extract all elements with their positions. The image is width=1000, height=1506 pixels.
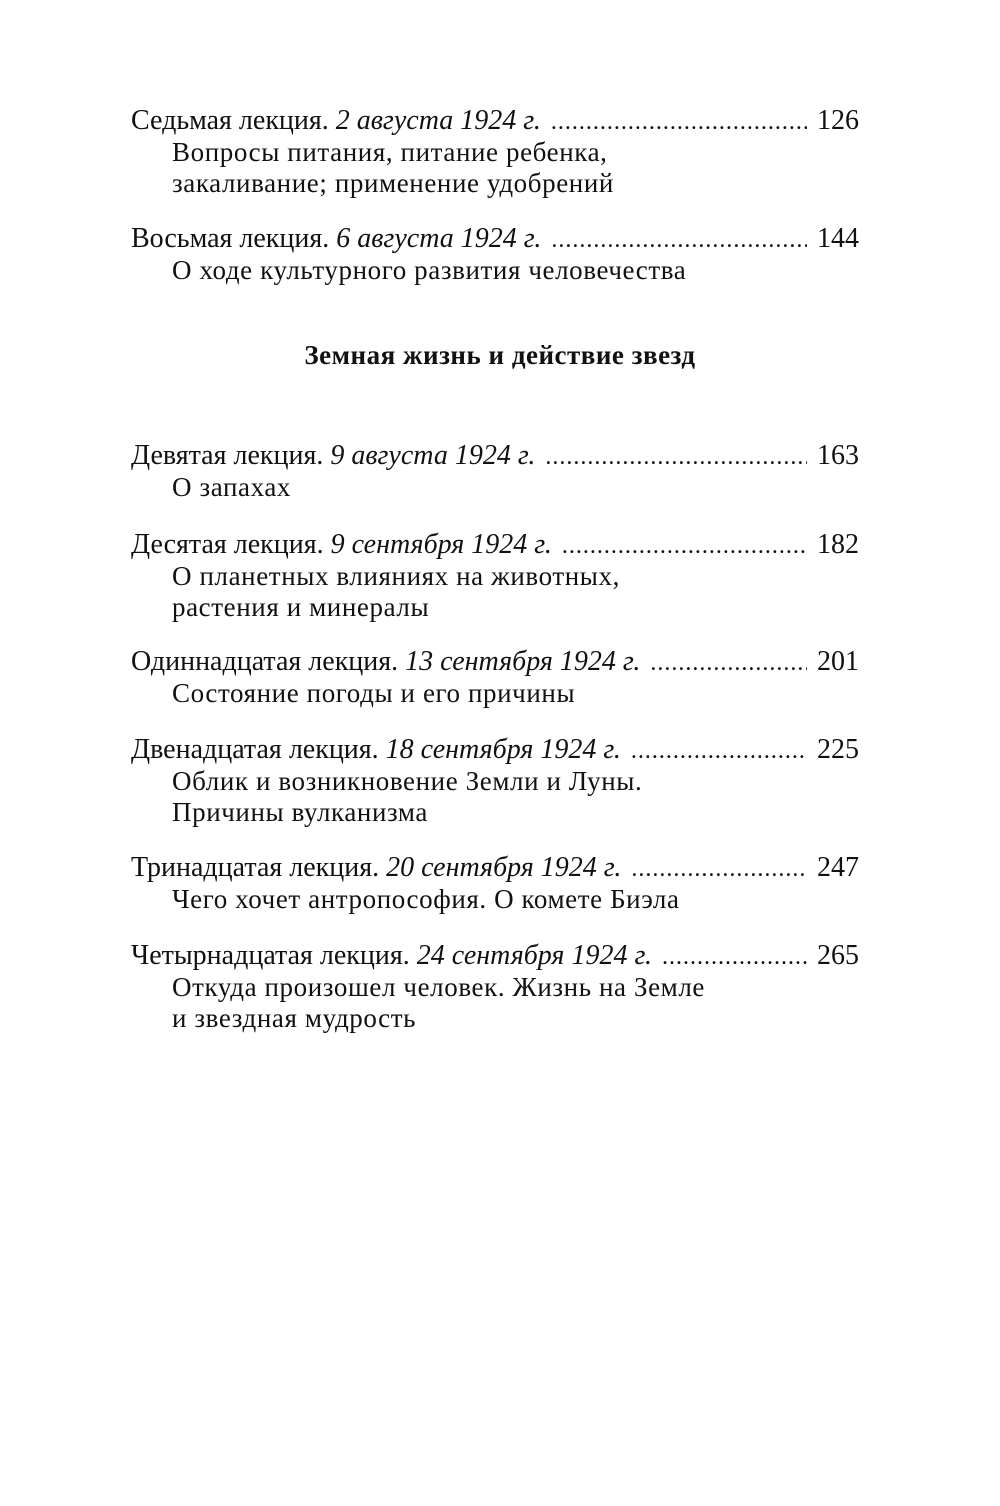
subtitle-line: Откуда произошел человек. Жизнь на Земле [172,972,705,1002]
lecture-date: 2 августа 1924 г. [335,105,541,136]
toc-entry-line [131,224,859,255]
lecture-date: 18 сентября 1924 г. [385,734,621,765]
toc-entry-lecture-10[interactable] [131,530,859,623]
toc-entry-lecture-14[interactable] [131,941,859,1034]
toc-entry-lecture-13[interactable] [131,853,859,915]
subtitle-line: О ходе культурного развития человечества [172,255,687,285]
lecture-label: Десятая лекция. [131,529,324,560]
toc-entry-lecture-12[interactable] [131,735,859,828]
subtitle-line: Состояние погоды и его причины [172,678,576,708]
lecture-label: Восьмая лекция. [131,223,330,254]
page-number: 265 [817,940,859,971]
lecture-subtitle [172,255,859,286]
page-number: 163 [817,440,859,471]
toc-entry-lecture-7[interactable] [131,106,859,199]
toc-entry-lecture-11[interactable] [131,647,859,709]
page-number: 126 [817,105,859,136]
dot-leader [545,442,807,472]
page-number: 182 [817,529,859,560]
lecture-label: Седьмая лекция. [131,105,329,136]
dot-leader [631,736,807,766]
page-number: 247 [817,852,859,883]
subtitle-line: закаливание; применение удобрений [172,168,614,198]
subtitle-line: О запахах [172,472,292,502]
lecture-subtitle [172,137,859,199]
lecture-subtitle [172,678,859,709]
toc-entry-line [131,853,859,884]
toc-entry-line [131,106,859,137]
page-number: 225 [817,734,859,765]
subtitle-line: О планетных влияниях на животных, [172,561,620,591]
page-number: 201 [817,646,859,677]
subtitle-line: Облик и возникновение Земли и Луны. [172,766,643,796]
dot-leader [551,107,807,137]
toc-entry-line [131,530,859,561]
toc-entry-line [131,941,859,972]
lecture-label: Двенадцатая лекция. [131,734,379,765]
lecture-subtitle [172,472,859,503]
dot-leader [551,225,807,255]
dot-leader [650,648,807,678]
subtitle-line: Чего хочет антропософия. О комете Биэла [172,884,680,914]
lecture-label: Девятая лекция. [131,440,324,471]
subtitle-line: растения и минералы [172,592,430,622]
subtitle-line: и звездная мудрость [172,1003,417,1033]
toc-entry-lecture-9[interactable] [131,441,859,503]
lecture-date: 24 сентября 1924 г. [416,940,653,971]
toc-entry-line [131,441,859,472]
dot-leader [662,942,807,972]
lecture-subtitle [172,972,859,1034]
lecture-date: 9 августа 1924 г. [330,440,536,471]
lecture-subtitle [172,884,859,915]
section-heading: Земная жизнь и действие звезд [304,340,696,370]
page-number: 144 [817,223,859,254]
lecture-date: 6 августа 1924 г. [336,223,542,254]
subtitle-line: Причины вулканизма [172,797,428,827]
lecture-subtitle [172,766,859,828]
lecture-label: Одиннадцатая лекция. [131,646,399,677]
toc-entry-line [131,735,859,766]
toc-entry-line [131,647,859,678]
lecture-date: 20 сентября 1924 г. [386,852,622,883]
lecture-date: 13 сентября 1924 г. [405,646,641,677]
subtitle-line: Вопросы питания, питание ребенка, [172,137,608,167]
lecture-date: 9 сентября 1924 г. [330,529,552,560]
lecture-label: Четырнадцатая лекция. [131,940,410,971]
dot-leader [631,854,807,884]
lecture-subtitle [172,561,859,623]
lecture-label: Тринадцатая лекция. [131,852,380,883]
toc-entry-lecture-8[interactable] [131,224,859,286]
dot-leader [562,531,807,561]
